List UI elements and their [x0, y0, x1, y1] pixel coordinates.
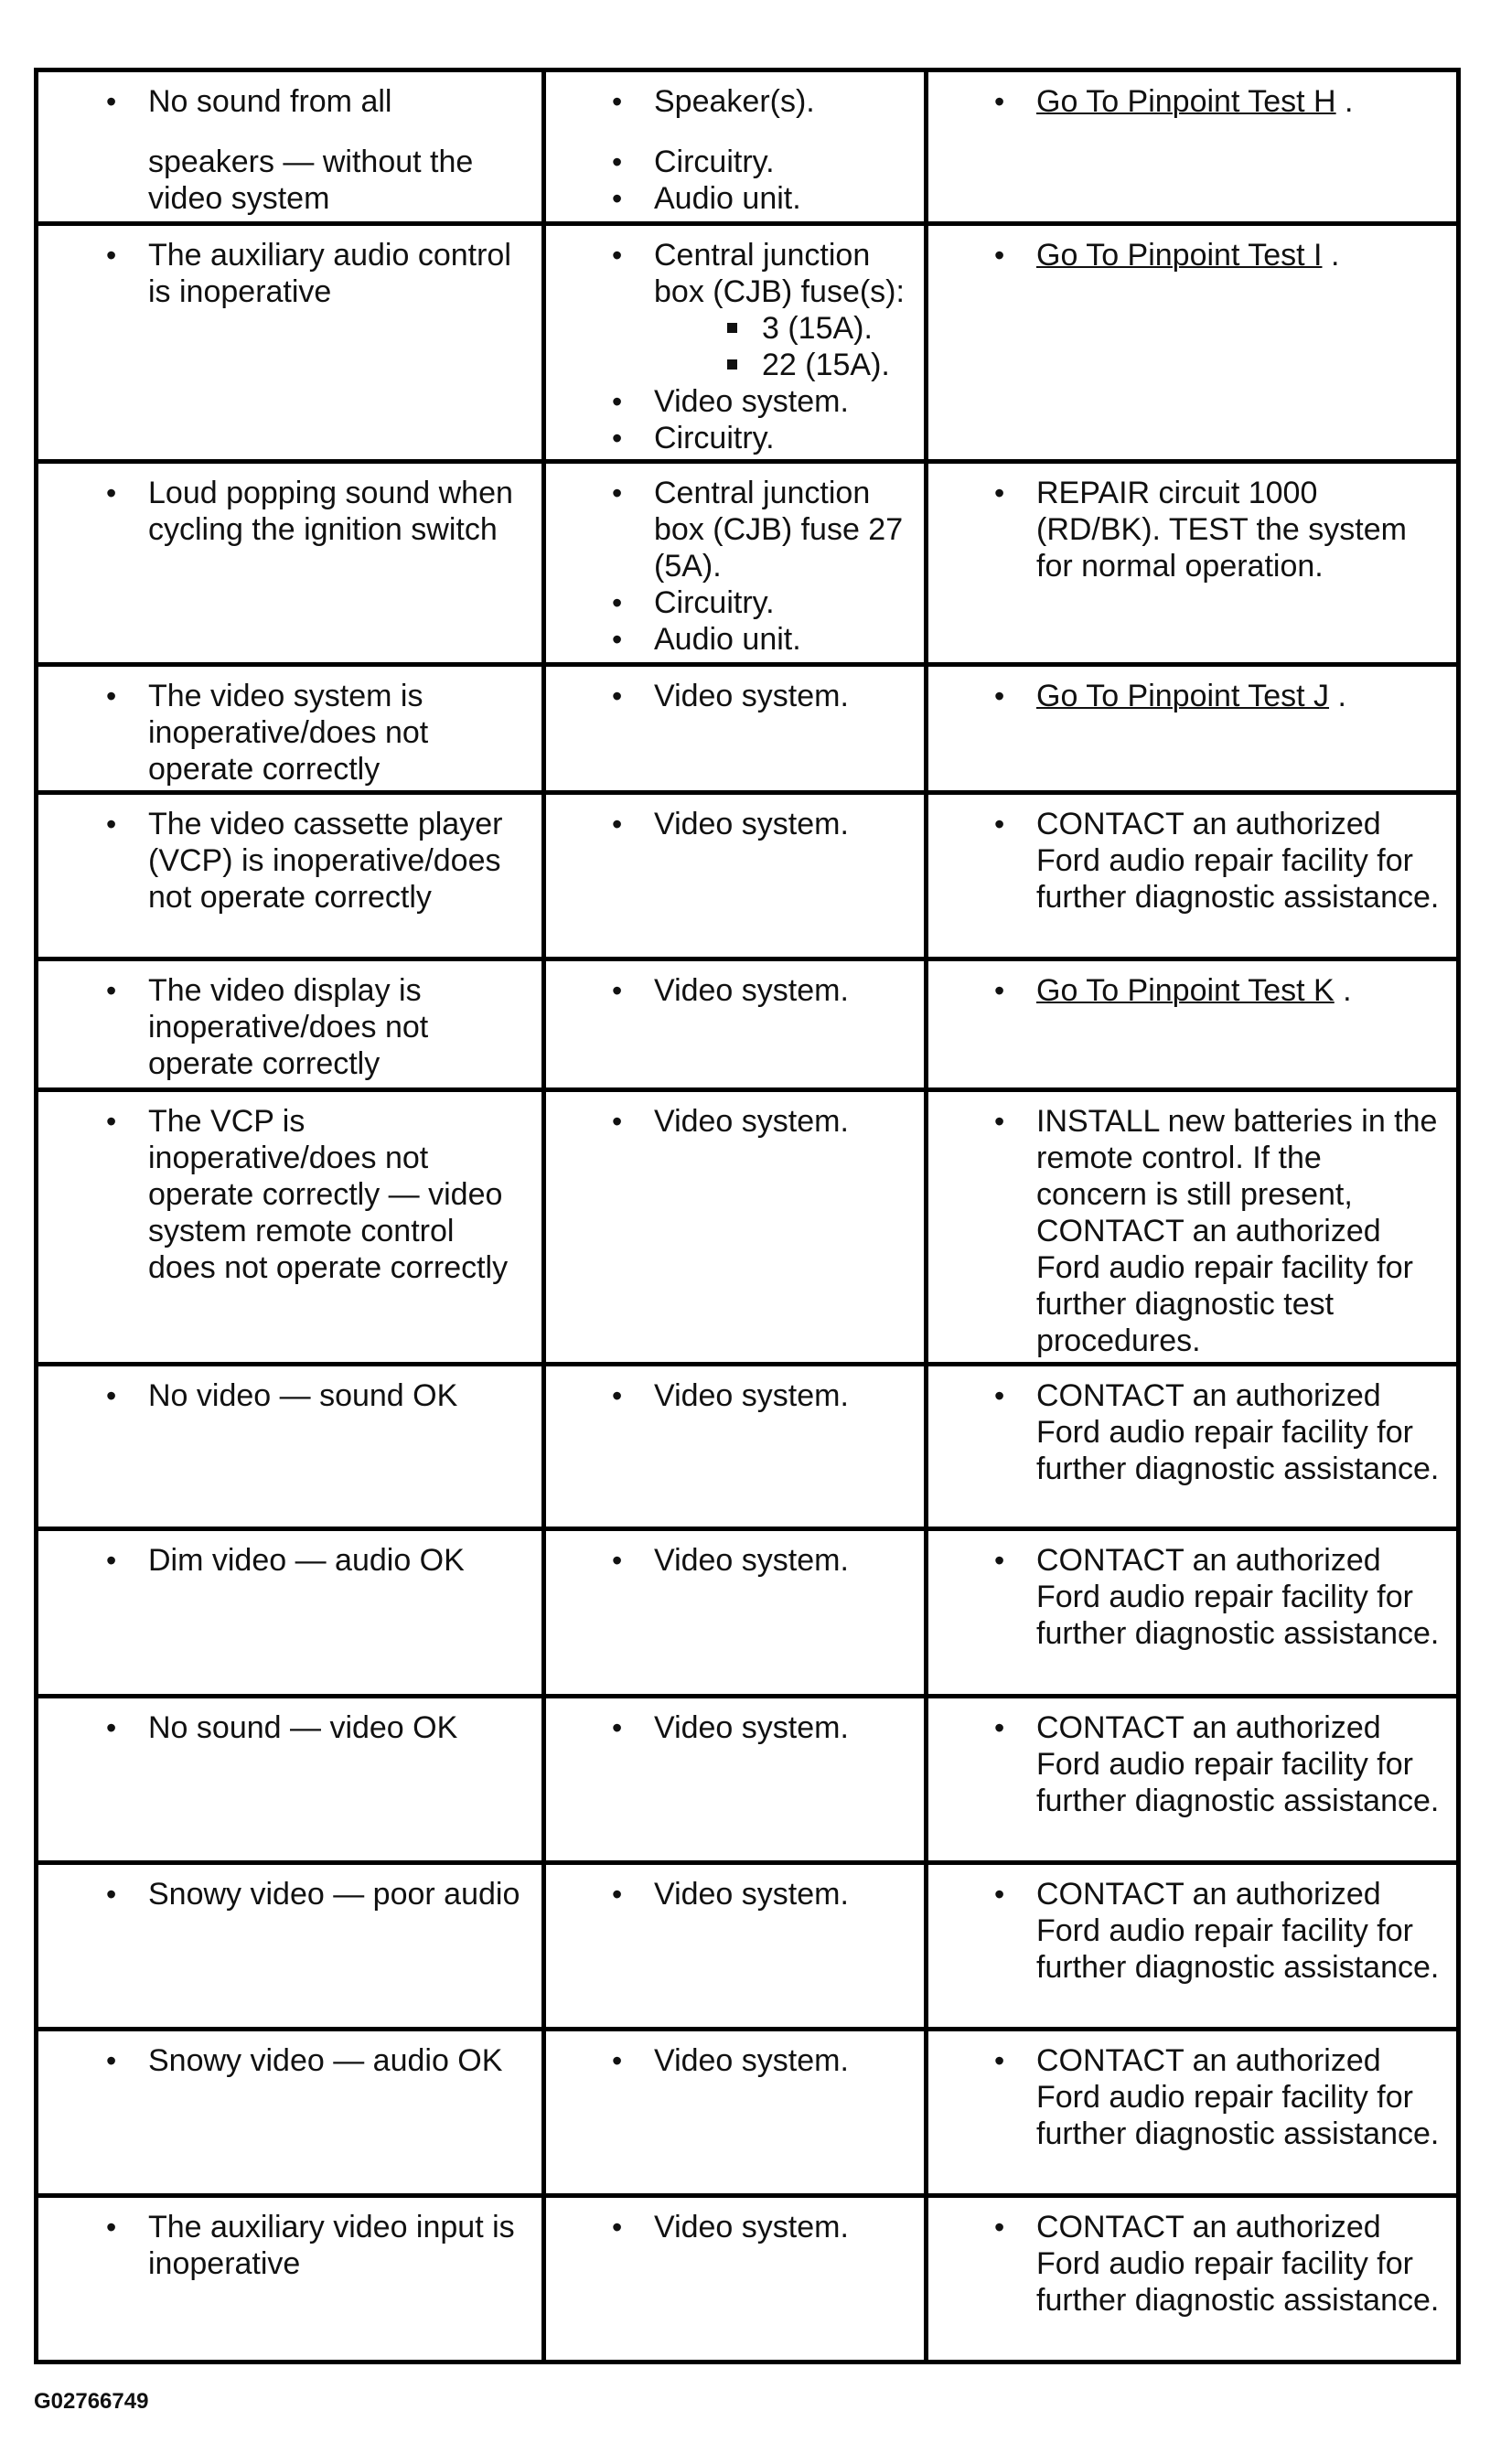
- source-list: [546, 226, 924, 456]
- table-row: [37, 1090, 1459, 1365]
- condition-text: • The video display is inoperative/does not operate correctly: [148, 972, 525, 1082]
- source-cell: [544, 462, 927, 665]
- condition-text: • No video — sound OK: [148, 1377, 525, 1414]
- pinpoint-test-link[interactable]: Go To Pinpoint Test H: [1036, 84, 1336, 119]
- source-cell: [544, 1090, 927, 1365]
- condition-cell: [37, 462, 544, 665]
- condition-text: • No sound from all: [148, 83, 525, 120]
- source-item: • Central junction box (CJB) fuse 27 (5A).: [654, 475, 907, 584]
- action-item: • Go To Pinpoint Test K .: [1036, 972, 1440, 1009]
- action-list: [928, 1531, 1456, 1652]
- table-row: [37, 1529, 1459, 1697]
- source-cell: [544, 1529, 927, 1697]
- action-cell: [927, 462, 1459, 665]
- condition-text: • Dim video — audio OK: [148, 1542, 525, 1579]
- condition-text: • Snowy video — poor audio: [148, 1876, 525, 1912]
- action-list: [928, 2198, 1456, 2319]
- condition-cell: [37, 1863, 544, 2030]
- source-item: • Video system.: [654, 383, 907, 420]
- source-list: [546, 1366, 924, 1414]
- action-cell: [927, 959, 1459, 1090]
- source-cell: [544, 793, 927, 959]
- source-list: [546, 72, 924, 217]
- condition-list: [38, 1531, 541, 1579]
- table-row: [37, 793, 1459, 959]
- source-item: • Central junction box (CJB) fuse(s):: [654, 237, 907, 310]
- condition-list: [38, 1865, 541, 1912]
- condition-text: • The video system is inoperative/does not operate correctly: [148, 678, 525, 787]
- action-cell: [927, 1090, 1459, 1365]
- condition-list: [38, 1092, 541, 1286]
- source-item: • Video system.: [654, 2042, 907, 2079]
- condition-list: [38, 1698, 541, 1746]
- condition-text: • The auxiliary video input is inoperative: [148, 2209, 525, 2282]
- action-text: • INSTALL new batteries in the remote control. If the concern is still present, CONTACT an authorized Ford audio repair facility for further diagnostic test procedures.: [1036, 1103, 1440, 1359]
- table-row: [37, 462, 1459, 665]
- action-text: • CONTACT an authorized Ford audio repair facility for further diagnostic assistance.: [1036, 1876, 1440, 1986]
- condition-text: • The auxiliary audio control is inoperative: [148, 237, 525, 310]
- action-item: • Go To Pinpoint Test H .: [1036, 83, 1440, 120]
- action-cell: [927, 224, 1459, 462]
- condition-list: [38, 667, 541, 787]
- condition-cell: [37, 1090, 544, 1365]
- figure-id: G02766749: [34, 2389, 149, 2414]
- action-list: [928, 1092, 1456, 1359]
- source-item: • Speaker(s).: [654, 83, 907, 120]
- action-list: [928, 1366, 1456, 1487]
- source-list: [546, 961, 924, 1009]
- condition-text: • Loud popping sound when cycling the ignition switch: [148, 475, 525, 548]
- action-text: • CONTACT an authorized Ford audio repair facility for further diagnostic assistance.: [1036, 1377, 1440, 1487]
- action-cell: [927, 1863, 1459, 2030]
- action-text: • CONTACT an authorized Ford audio repair facility for further diagnostic assistance.: [1036, 1709, 1440, 1819]
- source-list: [546, 1531, 924, 1579]
- action-list: [928, 795, 1456, 916]
- condition-cell: [37, 1365, 544, 1529]
- condition-text: speakers — without the video system: [148, 145, 474, 216]
- fuse-sublist: [654, 310, 907, 383]
- action-list: [928, 1698, 1456, 1819]
- condition-list: [38, 2031, 541, 2079]
- action-text: • CONTACT an authorized Ford audio repair facility for further diagnostic assistance.: [1036, 1542, 1440, 1652]
- table-row: [37, 70, 1459, 224]
- action-item: • Go To Pinpoint Test J .: [1036, 678, 1440, 714]
- source-item: • Video system.: [654, 1542, 907, 1579]
- action-cell: [927, 1697, 1459, 1863]
- condition-text: • Snowy video — audio OK: [148, 2042, 525, 2079]
- action-list: [928, 72, 1456, 120]
- table-row: [37, 2196, 1459, 2362]
- condition-cell: [37, 1529, 544, 1697]
- action-cell: [927, 1529, 1459, 1697]
- source-cell: [544, 70, 927, 224]
- source-list: [546, 1698, 924, 1746]
- condition-text: • The VCP is inoperative/does not operate correctly — video system remote control does not operate correctly: [148, 1103, 525, 1286]
- condition-cell: [37, 70, 544, 224]
- source-list: [546, 1092, 924, 1140]
- condition-list: [38, 464, 541, 548]
- action-cell: [927, 2196, 1459, 2362]
- condition-list: [38, 2198, 541, 2282]
- condition-list: [38, 1366, 541, 1414]
- condition-list: [38, 795, 541, 916]
- condition-cell: [37, 1697, 544, 1863]
- action-item: • Go To Pinpoint Test I .: [1036, 237, 1440, 273]
- action-cell: [927, 793, 1459, 959]
- condition-text: • No sound — video OK: [148, 1709, 525, 1746]
- table-row: [37, 665, 1459, 793]
- pinpoint-test-link[interactable]: Go To Pinpoint Test I: [1036, 238, 1323, 273]
- source-list: [546, 464, 924, 658]
- symptom-chart-body: [37, 70, 1459, 2362]
- source-cell: [544, 2196, 927, 2362]
- fuse-subitem: 3 (15A).: [762, 310, 907, 347]
- source-cell: [544, 224, 927, 462]
- condition-list: [38, 226, 541, 310]
- action-text: • CONTACT an authorized Ford audio repair facility for further diagnostic assistance.: [1036, 806, 1440, 916]
- table-row: [37, 2030, 1459, 2196]
- source-list: [546, 795, 924, 842]
- source-item: • Audio unit.: [654, 621, 907, 658]
- source-item: • Circuitry.: [654, 144, 907, 180]
- source-list: [546, 1865, 924, 1912]
- source-list: [546, 2198, 924, 2245]
- source-item: • Video system.: [654, 2209, 907, 2245]
- condition-cell: [37, 224, 544, 462]
- source-cell: [544, 2030, 927, 2196]
- source-item: • Video system.: [654, 972, 907, 1009]
- action-text: • REPAIR circuit 1000 (RD/BK). TEST the system for normal operation.: [1036, 475, 1440, 584]
- action-list: [928, 226, 1456, 273]
- condition-cell: [37, 665, 544, 793]
- source-item: • Audio unit.: [654, 180, 907, 217]
- action-list: [928, 2031, 1456, 2152]
- source-list: [546, 667, 924, 714]
- table-row: [37, 1863, 1459, 2030]
- condition-list: [38, 961, 541, 1082]
- pinpoint-test-link[interactable]: Go To Pinpoint Test J: [1036, 679, 1330, 713]
- source-cell: [544, 1365, 927, 1529]
- action-list: [928, 961, 1456, 1009]
- source-item: • Video system.: [654, 1103, 907, 1140]
- source-cell: [544, 665, 927, 793]
- pinpoint-test-link[interactable]: Go To Pinpoint Test K: [1036, 973, 1335, 1008]
- source-item: • Video system.: [654, 1377, 907, 1414]
- condition-text: • The video cassette player (VCP) is inoperative/does not operate correctly: [148, 806, 525, 916]
- table-row: [37, 959, 1459, 1090]
- action-cell: [927, 2030, 1459, 2196]
- condition-cell: [37, 2196, 544, 2362]
- source-cell: [544, 1863, 927, 2030]
- condition-cell: [37, 959, 544, 1090]
- source-item: • Video system.: [654, 806, 907, 842]
- table-row: [37, 1365, 1459, 1529]
- action-cell: [927, 1365, 1459, 1529]
- condition-list: [38, 72, 541, 217]
- action-cell: [927, 70, 1459, 224]
- action-text: • CONTACT an authorized Ford audio repair facility for further diagnostic assistance.: [1036, 2209, 1440, 2319]
- source-item: • Circuitry.: [654, 420, 907, 456]
- action-list: [928, 667, 1456, 714]
- table-row: [37, 1697, 1459, 1863]
- condition-cell: [37, 793, 544, 959]
- action-cell: [927, 665, 1459, 793]
- source-cell: [544, 959, 927, 1090]
- table-row: [37, 224, 1459, 462]
- action-list: [928, 464, 1456, 584]
- symptom-chart-table: [34, 68, 1461, 2364]
- source-cell: [544, 1697, 927, 1863]
- action-list: [928, 1865, 1456, 1986]
- source-list: [546, 2031, 924, 2079]
- condition-cell: [37, 2030, 544, 2196]
- source-item: • Circuitry.: [654, 584, 907, 621]
- source-item: • Video system.: [654, 678, 907, 714]
- action-text: • CONTACT an authorized Ford audio repair facility for further diagnostic assistance.: [1036, 2042, 1440, 2152]
- fuse-subitem: 22 (15A).: [762, 347, 907, 383]
- source-item: • Video system.: [654, 1876, 907, 1912]
- source-item: • Video system.: [654, 1709, 907, 1746]
